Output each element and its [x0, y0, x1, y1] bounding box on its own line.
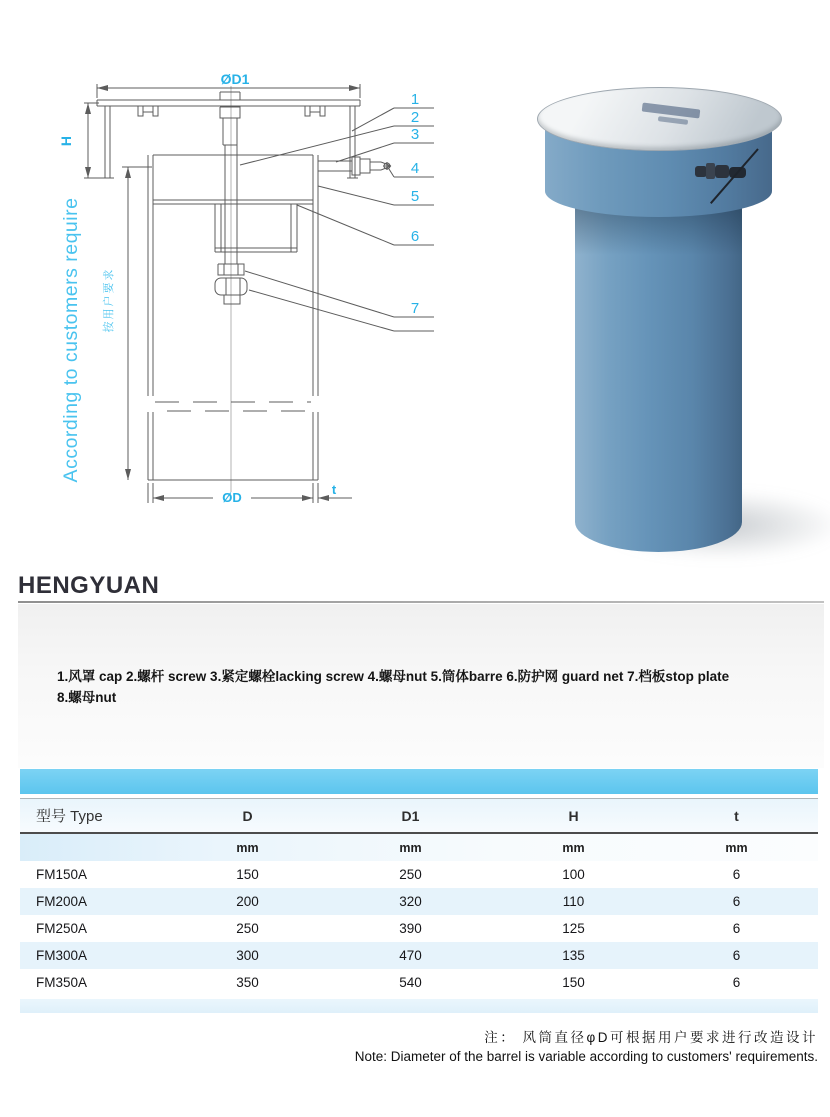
table-banner [20, 769, 818, 794]
cell-t: 6 [732, 921, 741, 936]
table-units-row [20, 834, 818, 861]
col-header-d1: D1 [401, 807, 420, 824]
cell-h: 150 [562, 975, 585, 990]
unit-label-d1: mm [399, 840, 422, 855]
cell-d: 350 [236, 975, 259, 990]
legend-line-1: 1.风罩 cap 2.螺杆 screw 3.紧定螺栓lacking screw 4.螺母nut 5.筒体barre 6.防护网 guard net 7.档板stop plate [57, 669, 730, 684]
cell-d: 300 [236, 948, 259, 963]
col-header-d: D [242, 807, 253, 824]
cell-t: 6 [732, 867, 741, 882]
callout-7: 7 [410, 300, 420, 317]
dim-h-label: H [58, 135, 74, 147]
screw-rod [220, 92, 240, 264]
dim-h [58, 103, 114, 178]
cell-t: 6 [732, 948, 741, 963]
note-en: Note: Diameter of the barrel is variable according to customers' requirements. [354, 1049, 818, 1064]
callout-3: 3 [410, 126, 420, 143]
dim-d-label: ØD [222, 490, 242, 505]
cell-h: 135 [562, 948, 585, 963]
table-row [20, 942, 818, 969]
table-row [20, 861, 818, 888]
col-header-t: t [734, 807, 739, 824]
cell-d: 200 [236, 894, 259, 909]
table-header-row [20, 798, 818, 834]
cell-t: 6 [732, 894, 741, 909]
cell-type: FM300A [36, 948, 88, 963]
legend-line-2: 8.螺母nut [57, 690, 117, 705]
dim-d1-label: ØD1 [220, 71, 250, 87]
unit-label-d: mm [236, 840, 259, 855]
cell-type: FM150A [36, 867, 88, 882]
parts-legend [57, 666, 747, 708]
brand-title: HENGYUAN [18, 572, 160, 599]
product-photo [490, 40, 820, 570]
dim-t-label: t [331, 482, 337, 497]
callout-numbers [411, 91, 419, 317]
cell-h: 110 [562, 894, 585, 909]
vertical-note-zh: 按用户要求 [103, 267, 115, 333]
table-row [20, 915, 818, 942]
cell-d1: 390 [399, 921, 422, 936]
dim-d1 [97, 71, 360, 98]
col-header-type: 型号 Type [36, 808, 103, 825]
unit-label-t: mm [725, 840, 748, 855]
cell-type: FM350A [36, 975, 88, 990]
cell-d: 150 [236, 867, 259, 882]
dim-d-t [148, 482, 352, 505]
brand-divider [18, 601, 824, 603]
cell-d1: 320 [399, 894, 422, 909]
footnotes [355, 1026, 818, 1064]
cell-t: 6 [732, 975, 741, 990]
table-footer-band [20, 999, 818, 1013]
cell-type: FM250A [36, 921, 88, 936]
vertical-note-en: According to customers require [60, 197, 82, 483]
callout-leaders [240, 108, 434, 331]
cell-h: 100 [562, 867, 585, 882]
cell-type: FM200A [36, 894, 88, 909]
dim-length [101, 167, 152, 480]
table-row [20, 969, 818, 996]
spec-table [20, 798, 818, 996]
cell-d1: 470 [399, 948, 422, 963]
note-zh: 注： 风筒直径φD可根据用户要求进行改造设计 [484, 1030, 818, 1045]
bolt-nut [715, 165, 729, 178]
col-header-h: H [568, 807, 579, 824]
cell-h: 125 [562, 921, 585, 936]
callout-6: 6 [410, 228, 420, 245]
cell-d: 250 [236, 921, 259, 936]
callout-5: 5 [410, 188, 420, 205]
unit-label-h: mm [562, 840, 585, 855]
callout-1: 1 [410, 91, 420, 108]
table-row [20, 888, 818, 915]
bolt-collar [706, 163, 715, 179]
technical-drawing [0, 0, 460, 560]
cap-outline [97, 100, 360, 178]
cell-d1: 540 [399, 975, 422, 990]
guard-net [153, 200, 313, 252]
legend-panel [18, 604, 824, 768]
cell-d1: 250 [399, 867, 422, 882]
callout-4: 4 [410, 160, 420, 177]
callout-2: 2 [410, 109, 420, 126]
